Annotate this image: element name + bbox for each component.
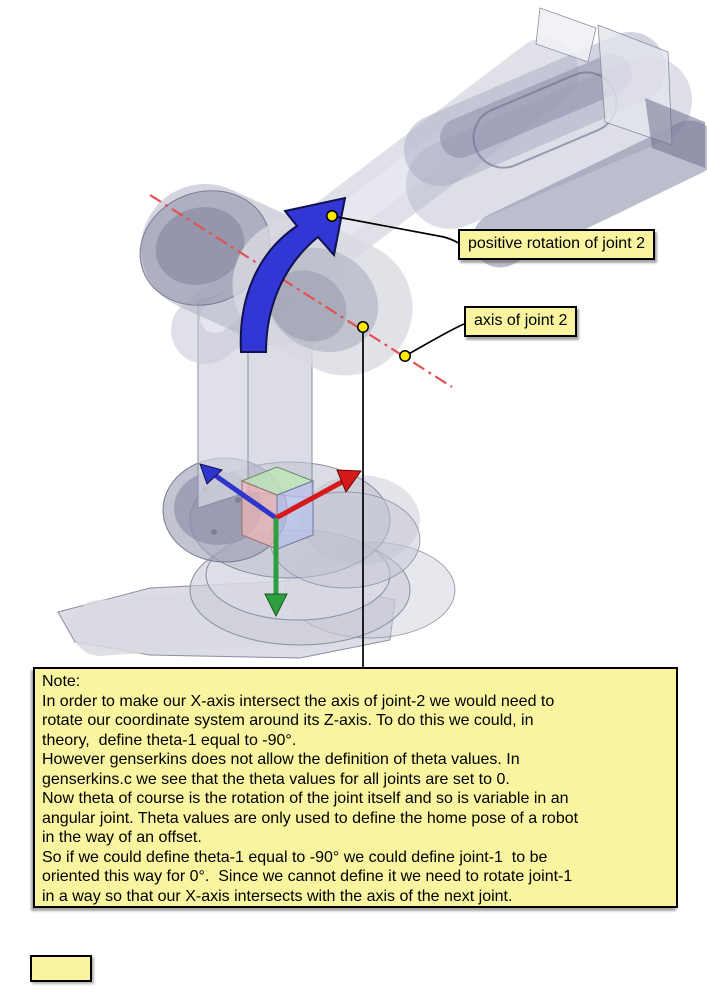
empty-callout-box <box>30 955 92 982</box>
marker-dot-rotation <box>327 211 337 221</box>
note-line: Now theta of course is the rotation of the joint itself and so is variable in an <box>42 790 569 807</box>
note-line: genserkins.c we see that the theta values for all joints are set to 0. <box>42 770 510 788</box>
marker-dot-axis-near <box>358 322 368 332</box>
note-line: oriented this way for 0°. Since we cannot define it we need to rotate joint-1 <box>42 868 573 885</box>
note-line: Note: <box>42 673 81 690</box>
callout-axis-of-joint2: axis of joint 2 <box>464 306 577 337</box>
note-line: in a way so that our X-axis intersects with the axis of the next joint. <box>42 887 513 905</box>
note-line: However genserkins does not allow the definition of theta values. In <box>42 751 520 768</box>
note-line: So if we could define theta-1 equal to -90° we could define joint-1 to be <box>42 848 548 866</box>
leader-axis-of-joint2 <box>405 324 464 356</box>
robot-arm-model <box>58 8 705 658</box>
note-line: In order to make our X-axis intersect the axis of joint-2 we would need to <box>42 692 555 710</box>
note-line: angular joint. Theta values are only used to define the home pose of a robot <box>42 809 579 827</box>
note-line: in the way of an offset. <box>42 829 202 846</box>
note-box <box>33 667 678 908</box>
note-line: theory, define theta-1 equal to -90°. <box>42 731 297 749</box>
callout-positive-rotation: positive rotation of joint 2 <box>458 229 655 260</box>
note-line: rotate our coordinate system around its Z-axis. To do this we could, in <box>42 712 534 729</box>
marker-dot-axis-far <box>400 351 410 361</box>
robot-forearm <box>440 8 705 240</box>
